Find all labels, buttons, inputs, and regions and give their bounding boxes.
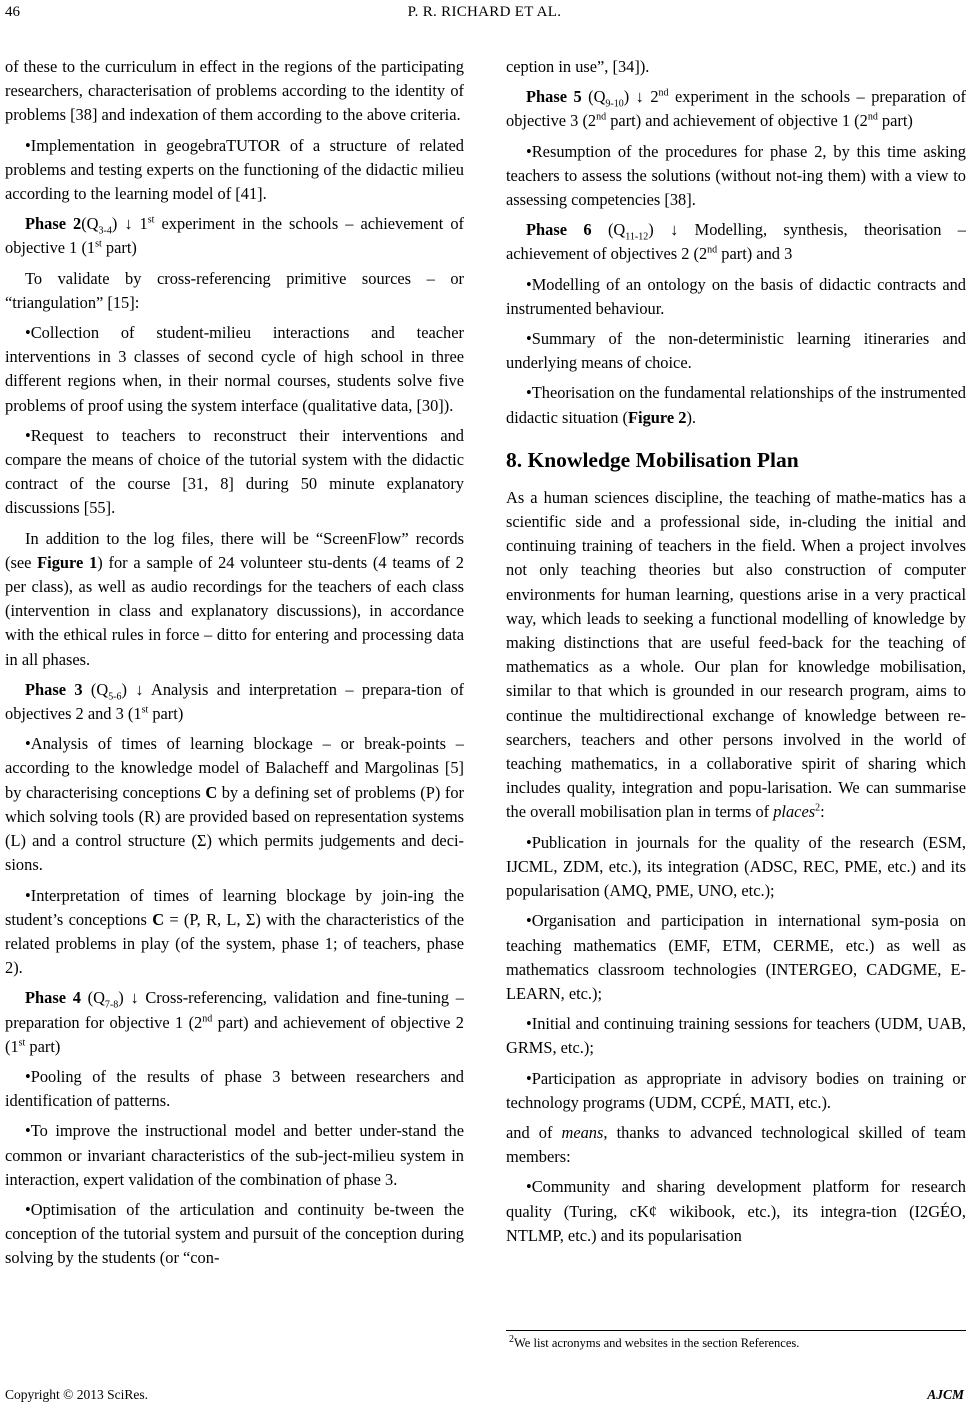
section-heading: 8. Knowledge Mobilisation Plan [506, 447, 799, 472]
phase-2-heading: Phase $2(Q_{3-4})$ ↓ 1st experiment in the schools – achievement of objective 1 (1st part) [5, 214, 464, 258]
bullet-item: •Pooling of the results of phase 3 between researchers and identification of patterns. [5, 1066, 464, 1111]
paragraph: of these to the curriculum in effect in the regions of the participating researchers, characterisation of problems according to the identity of problems [38] and indexation of them according to the above criteria. [5, 57, 464, 125]
bullet-item: •Initial and continuing training sessions for teachers (UDM, UAB, GRMS, etc.); [506, 1014, 966, 1058]
bullet-item: •Summary of the non-deterministic learning itineraries and underlying means of choice. [506, 329, 966, 373]
paragraph: To validate by cross-referencing primitive sources – or “triangulation” [15]: [5, 268, 464, 312]
copyright-notice: Copyright © 2013 SciRes. [5, 1387, 149, 1402]
bullet-item: •Modelling of an ontology on the basis of didactic contracts and instrumented behaviour. [506, 274, 966, 318]
bullet-item: •Theorisation on the fundamental relationships of the instrumented didactic situation (Figure 2). [506, 383, 966, 427]
paragraph: In addition to the log files, there will be “ScreenFlow” records (see Figure 1) for a sample of 24 volunteer stu-dents (4 teams of 2 per class), as well as audio recordings for the teachers of each class (intervention in class and explanatory discussions), in accordance with the ethical rules in force – ditto for entering and processing data in all phases. [5, 528, 464, 669]
bullet-item: •Organisation and participation in international sym-posia on teaching mathematics (EMF, ETM, CERME, etc.) as well as mathematics classroom technologies (INTERGEO, CADGME, E-LEARN, etc.); [506, 911, 966, 1003]
bullet-item: •Publication in journals for the quality of the research (ESM, IJCML, ZDM, etc.), its integration (ADSC, REC, PME, etc.) and its popularisation (AMQ, PME, UNO, etc.); [506, 832, 966, 901]
footnote: $^2$We list acronyms and websites in the section References. [509, 1333, 800, 1350]
phase-5-heading: Phase 5 $(Q_{9-10})$ ↓ 2nd experiment in the schools – preparation of objective 3 (2nd part) and achievement of objective 1 (2nd part) [506, 87, 966, 131]
right-column [506, 55, 966, 1248]
phase-4-heading: Phase 4 $(Q_{7-8})$ ↓ Cross-referencing, validation and fine-tuning – preparation for objective 1 (2nd part) and achievement of objective 2 (1st part) [5, 988, 464, 1056]
bullet-item: •To improve the instructional model and better under-stand the common or invariant characteristics of the sub-ject-milieu system in interaction, expert validation of the combination of phase 3. [5, 1121, 464, 1189]
bullet-item: •Request to teachers to reconstruct their interventions and compare the means of choice of the tutorial system with the didactic contract of the course [31, 8] during 50 minute explanatory discussions [55]. [5, 425, 464, 518]
running-head: P. R. RICHARD ET AL. [407, 4, 562, 20]
phase-3-heading: Phase 3 $(Q_{5-6})$ ↓ Analysis and interpretation – prepara-tion of objectives 2 and 3 (1st part) [5, 679, 464, 724]
left-column [5, 55, 464, 1271]
footnote-marker[interactable]: 2 [815, 803, 821, 815]
bullet-item: •Interpretation of times of learning blockage by join-ing the student’s conceptions C = (P, R, L, Σ) with the characteristics of the related problems in play (of the system, phase 1; of teachers, phase 2). [5, 885, 464, 978]
bullet-item: •Collection of student-milieu interactions and teacher interventions in 3 classes of second cycle of high school in three different regions when, in their normal courses, students solve five problems of proof using the system interface (qualitative data, [30]). [5, 323, 464, 415]
bullet-item: •Resumption of the procedures for phase 2, by this time asking teachers to assess the solutions (without not-ing them) with a view to assessing competencies [38]. [506, 141, 966, 210]
bullet-item: •Community and sharing development platform for research quality (Turing, cK¢ wikibook, etc.), its integra-tion (I2GÉO, NTLMP, etc.) and its popularisation [506, 1177, 966, 1245]
paragraph: and of means, thanks to advanced technological skilled of team members: [506, 1122, 967, 1167]
figure-1-link[interactable]: Figure 1 [37, 552, 98, 572]
bullet-item: •Analysis of times of learning blockage – or break-points – according to the knowledge model of Balacheff and Margolinas [5] by characterising conceptions C by a defining set of problems (P) for which solving tools (R) are provided based on representation systems (L) and a control structure (Σ) which permits judgements and deci-sions. [5, 734, 465, 875]
bullet-item: •Optimisation of the articulation and continuity be-tween the conception of the tutorial system and pursuit of the conception during solving by the students (or “con- [5, 1199, 464, 1268]
journal-abbreviation: AJCM [927, 1387, 964, 1402]
footnote-divider [506, 1330, 966, 1331]
paragraph: As a human sciences discipline, the teaching of mathe-matics has a scientific side and a professional side, in-cluding the initial and continuing training of teachers in the field. When a project involves not only teaching theories but also construction of computer environments for human learning, questions arise in a very practical way, which leads to seeking a functional modelling of knowledge by making distinctions that are useful feed-back for the teaching of mathematics as a whole. Our plan for knowledge mobilisation, similar to that which is grounded in our research program, aims to continue the multidirectional exchange of knowledge between re-searchers, teachers and other persons involved in the world of teaching mathematics, in a collaborative spirit of sharing which includes quality, integration and popu-larisation. We can summarise the overall mobilisation plan in terms of places$^2$: [506, 487, 966, 822]
phase-6-heading: Phase 6 $(Q_{11-12})$ ↓ Modelling, synthesis, theorisation – achievement of objectives 2 (2nd part) and 3 [506, 220, 966, 264]
page-number: 46 [5, 4, 20, 20]
bullet-item: •Participation as appropriate in advisory bodies on training or technology programs (UDM, CCPÉ, MATI, etc.). [506, 1068, 966, 1112]
bullet-item: •Implementation in geogebraTUTOR of a structure of related problems and testing experts on the functioning of the didactic milieu according to the learning model of [41]. [5, 135, 464, 204]
figure-2-link[interactable]: Figure 2 [628, 407, 687, 427]
paragraph: ception in use”, [34]). [506, 57, 650, 76]
